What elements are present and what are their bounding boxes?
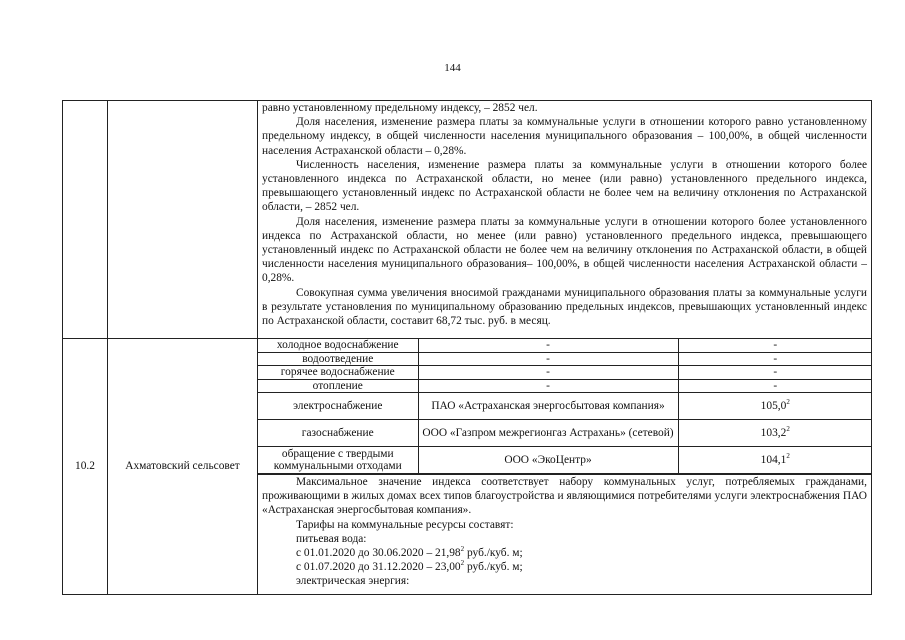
service-row <box>258 366 872 380</box>
service-index: - <box>678 352 872 366</box>
service-index: 103,2$^2$ <box>678 420 872 447</box>
service-index: - <box>678 339 872 352</box>
service-row <box>258 379 872 393</box>
municipality-name: Ахматовский сельсовет <box>108 339 258 595</box>
service-index: - <box>678 379 872 393</box>
text-cell <box>258 101 872 339</box>
text-cell <box>258 475 872 595</box>
service-provider: - <box>418 379 678 393</box>
services-cell <box>258 339 872 475</box>
service-name: горячее водоснабжение <box>258 366 418 380</box>
paragraph: с 01.07.2020 до 31.12.2020 – 23,00$^2$ руб./куб. м; <box>296 559 523 574</box>
service-name: водоотведение <box>258 352 418 366</box>
table-row <box>63 101 872 339</box>
table-row <box>63 339 872 475</box>
paragraph: равно установленному предельному индексу, – 2852 чел. <box>262 102 538 114</box>
paragraph: Численность населения, изменение размера платы за коммунальные услуги в отношении которого более установленного индекса по Астраханской области, но менее (или равно) установленного предельного индекса, превышающего установленный индекс по Астраханской области не более чем на величину отклонения по Астраханской области, – 2852 чел. <box>262 158 867 214</box>
service-index: 105,0$^2$ <box>678 393 872 420</box>
service-index: - <box>678 366 872 380</box>
page-number: 144 <box>444 62 461 74</box>
paragraph: Доля населения, изменение размера платы за коммунальные услуги в отношении которого более установленного индекса по Астраханской области, но менее (или равно) установленного предельного индекса, превышающего установленный индекс по Астраханской области не более чем на величину отклонения по Астраханской области, в общей численности населения муниципального образования– 100,00%, в общей численности населения Астраханской области – 0,28%. <box>262 215 867 285</box>
paragraph: Тарифы на коммунальные ресурсы составят: <box>296 518 514 531</box>
service-index: 104,1$^2$ <box>678 447 872 474</box>
service-provider: ООО «ЭкоЦентр» <box>418 447 678 474</box>
service-name: холодное водоснабжение <box>258 339 418 352</box>
paragraph: электрическая энергия: <box>296 575 410 588</box>
paragraph: с 01.01.2020 до 30.06.2020 – 21,98$^2$ руб./куб. м; <box>296 545 523 560</box>
service-name: электроснабжение <box>258 393 418 420</box>
service-row <box>258 447 872 474</box>
service-row <box>258 420 872 447</box>
service-row <box>258 339 872 352</box>
service-name: отопление <box>258 379 418 393</box>
paragraph: питьевая вода: <box>296 532 367 545</box>
number-cell <box>63 101 108 339</box>
name-cell <box>108 101 258 339</box>
service-name: газоснабжение <box>258 420 418 447</box>
service-provider: ООО «Газпром межрегионгаз Астрахань» (сетевой) <box>418 420 678 447</box>
paragraph: Доля населения, изменение размера платы за коммунальные услуги в отношении которого равно установленному предельному индексу, в общей численности населения муниципального образования – 100,00%, в общей численности населения Астраханской области – 0,28%. <box>262 116 867 157</box>
service-provider: - <box>418 352 678 366</box>
services-table <box>258 339 872 474</box>
row-number: 10.2 <box>63 339 108 595</box>
service-row <box>258 352 872 366</box>
service-provider: ПАО «Астраханская энергосбытовая компания» <box>418 393 678 420</box>
paragraph: Максимальное значение индекса соответствует набору коммунальных услуг, потребляемых гражданами, проживающими в жилых домах всех типов благоустройства и являющимися потребителями услуги электроснабжения ПАО «Астраханская энергосбытовая компания». <box>262 476 867 517</box>
paragraph: Совокупная сумма увеличения вносимой гражданами муниципального образования платы за коммунальные услуги в результате установления по муниципальному образованию предельных индексов, превышающих установленный индекс по Астраханской области, составит 68,72 тыс. руб. в месяц. <box>262 286 867 328</box>
service-row <box>258 393 872 420</box>
service-name: обращение с твердыми коммунальными отходами <box>258 447 418 474</box>
service-provider: - <box>418 339 678 352</box>
document-table <box>62 100 872 595</box>
service-provider: - <box>418 366 678 380</box>
